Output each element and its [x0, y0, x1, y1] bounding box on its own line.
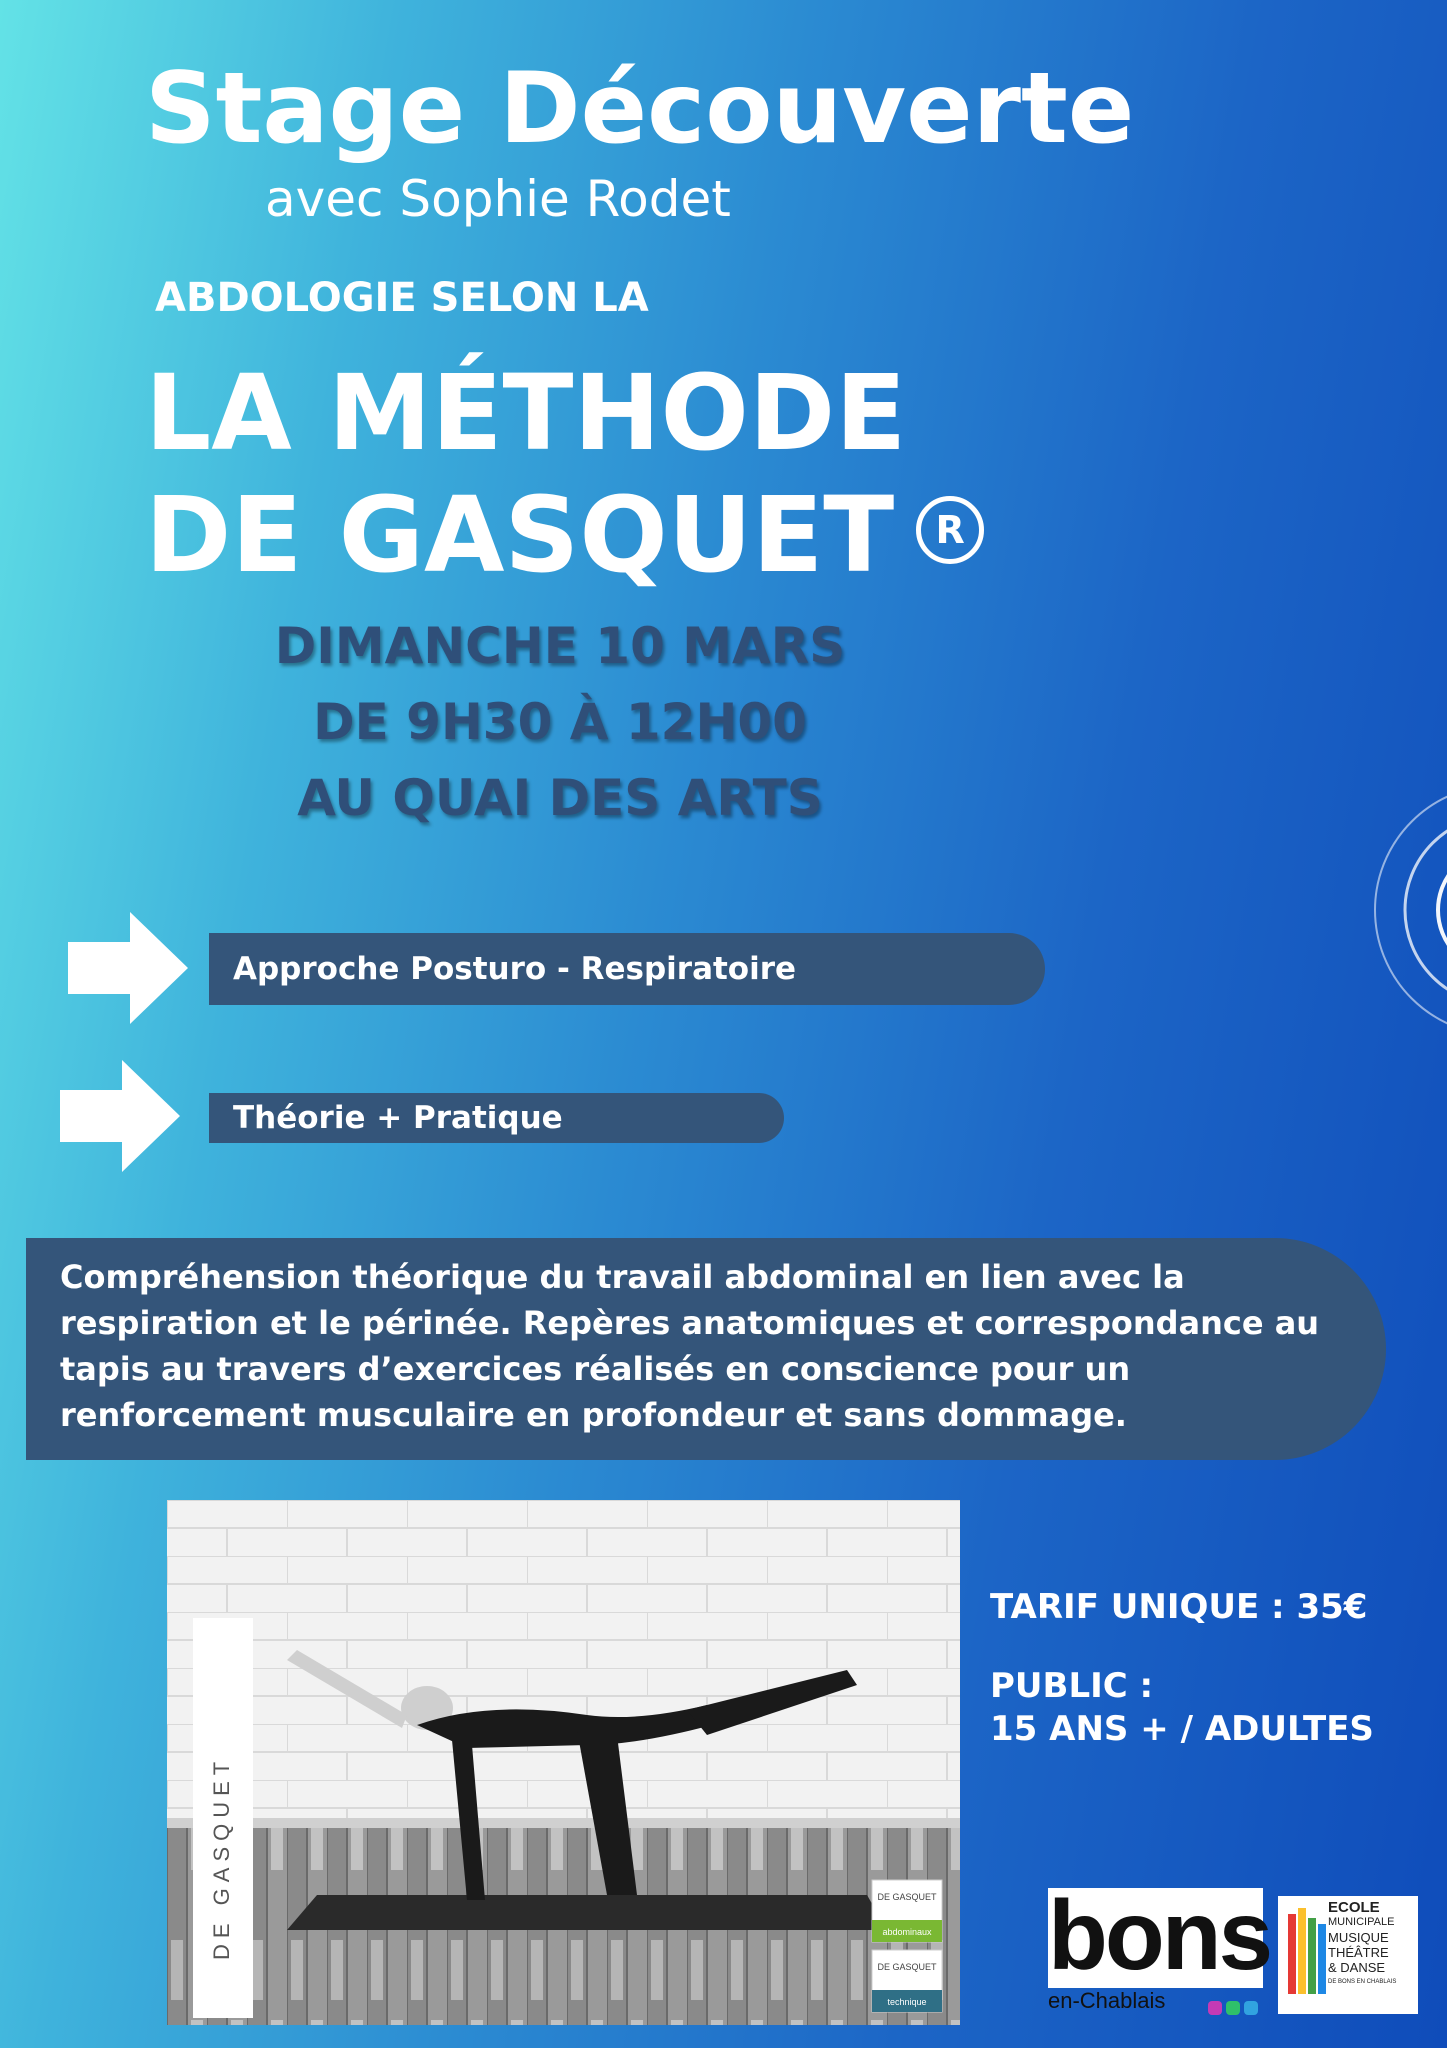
exercise-photo: [167, 1500, 960, 2025]
photo-illustration: [167, 1500, 960, 2025]
price-tag: TARIF UNIQUE : 35€: [990, 1587, 1368, 1627]
bons-en-chablais-logo: [1048, 1880, 1271, 2030]
bons-logo-word: bons: [1048, 1880, 1271, 1990]
badge-2-title: DE GASQUET: [877, 1962, 937, 1972]
right-arrow-icon: [60, 1060, 180, 1172]
badge-1-tag: abdominaux: [882, 1927, 932, 1937]
event-time: DE 9H30 À 12H00: [313, 693, 807, 751]
instructor-subtitle: avec Sophie Rodet: [265, 170, 731, 228]
method-line-2-text: DE GASQUET: [145, 474, 895, 596]
audience-value: 15 ANS + / ADULTES: [990, 1709, 1374, 1749]
bons-logo-dots: [1208, 2000, 1262, 2019]
audience-label: PUBLIC :: [990, 1666, 1154, 1706]
feature-pill-theory: Théorie + Pratique: [209, 1093, 784, 1143]
ecole-municipale-logo: [1278, 1896, 1418, 2014]
concentric-rings-decoration: [1320, 780, 1447, 1040]
badge-2-tag: technique: [887, 1997, 927, 2007]
method-kicker: ABDOLOGIE SELON LA: [155, 275, 649, 321]
bons-logo-sub: en-Chablais: [1048, 1988, 1166, 2013]
feature-pill-posture: Approche Posturo - Respiratoire: [209, 933, 1045, 1005]
photo-banner-text: DE GASQUET: [209, 1755, 234, 1960]
registered-icon: R: [916, 496, 984, 564]
event-place: AU QUAI DES ARTS: [297, 769, 823, 827]
page-title: Stage Découverte: [145, 52, 1135, 166]
event-date: DIMANCHE 10 MARS: [274, 617, 846, 675]
description-panel: Compréhension théorique du travail abdominal en lien avec la respiration et le périnée. Repères anatomiques et correspondance au tapis au travers d’exercices réalisés en conscience pour un renforcement musculaire en profondeur et sans dommage.: [26, 1238, 1386, 1460]
event-details: [180, 608, 940, 836]
ecole-logo-text: ECOLE MUNICIPALE MUSIQUE THÉÂTRE & DANSE DE BONS EN CHABLAIS: [1328, 1899, 1397, 1985]
right-arrow-icon: [68, 912, 188, 1024]
method-line-2: [145, 474, 984, 596]
method-line-1: LA MÉTHODE: [145, 352, 907, 474]
ecole-logo-mark: [1284, 1904, 1328, 2004]
badge-1-title: DE GASQUET: [877, 1892, 937, 1902]
method-heading: [145, 352, 984, 596]
